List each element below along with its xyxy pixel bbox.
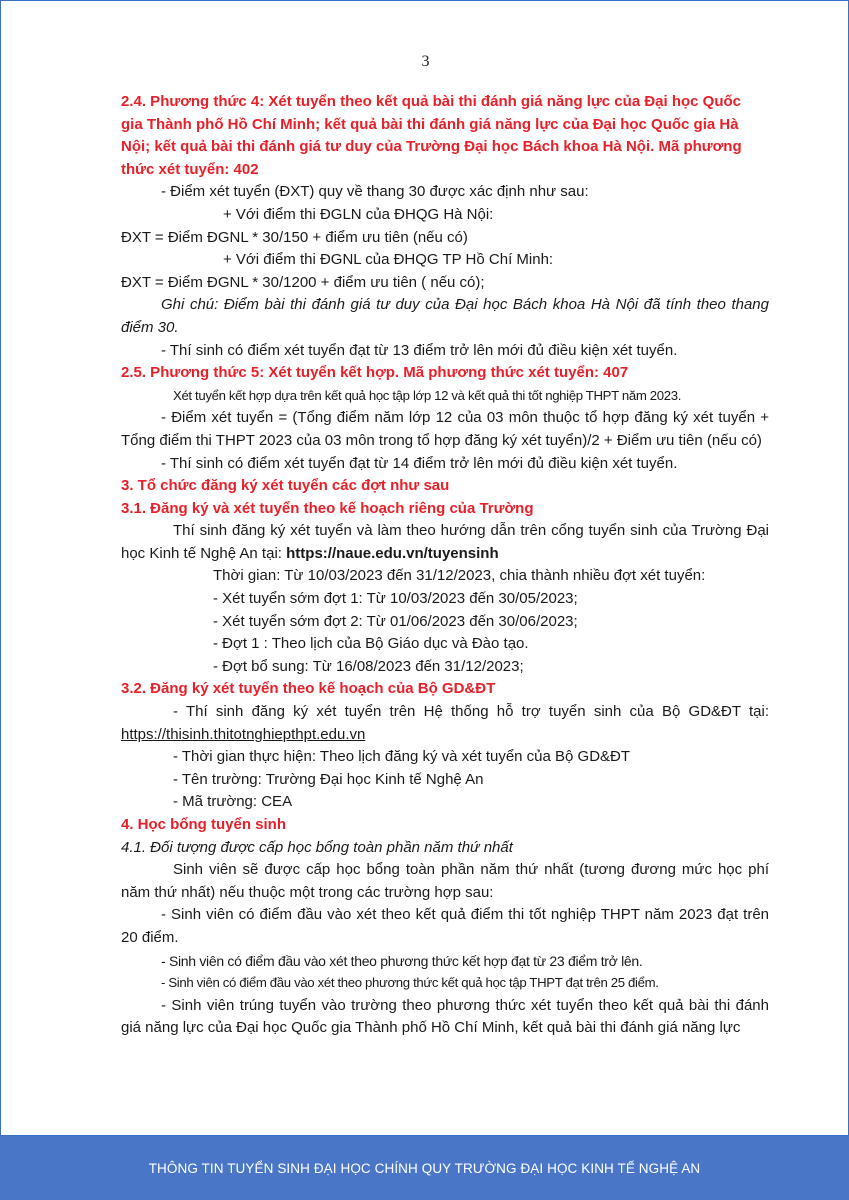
paragraph-text: gia Thành phố Hồ Chí Minh; kết quả bài thi đánh giá năng lực của Đại học Quốc gia Hà: [121, 115, 739, 133]
page-footer: [0, 1136, 849, 1200]
paragraph-text: - Sinh viên có điểm đầu vào xét theo phương thức kết hợp đạt từ 23 điểm trở lên.: [161, 952, 643, 969]
paragraph: [121, 340, 769, 363]
paragraph-text: - Điểm xét tuyển (ĐXT) quy về thang 30 được xác định như sau:: [161, 183, 589, 201]
paragraph-text: 3.1. Đăng ký và xét tuyển theo kế hoạch riêng của Trường: [121, 499, 534, 517]
paragraph: [121, 227, 769, 250]
paragraph: [121, 972, 769, 995]
paragraph: [121, 565, 769, 588]
paragraph-text: 2.5. Phương thức 5: Xét tuyển kết hợp. Mã phương thức xét tuyển: 407: [121, 364, 629, 382]
section-heading: [121, 114, 769, 137]
paragraph-text: - Điểm xét tuyển = (Tổng điểm năm lớp 12 của 03 môn thuộc tổ hợp đăng ký xét tuyển + Tổng điểm thi THPT 2023 của 03 môn trong tổ hợp đăng ký xét tuyển)/2 + Điểm ưu tiên (nếu có): [121, 409, 769, 449]
paragraph: [121, 294, 769, 339]
section-heading: [121, 814, 769, 837]
paragraph: [121, 904, 769, 949]
paragraph: [121, 769, 769, 792]
paragraph-text: - Xét tuyển sớm đợt 2: Từ 01/06/2023 đến 30/06/2023;: [213, 612, 578, 630]
admissions-portal-link[interactable]: https://naue.edu.vn/tuyensinh: [286, 544, 499, 562]
paragraph-text: - Sinh viên có điểm đầu vào xét theo phương thức kết quả học tập THPT đạt trên 25 điểm.: [161, 975, 659, 991]
paragraph: [121, 837, 769, 860]
paragraph: [121, 204, 769, 227]
section-heading: [121, 498, 769, 521]
paragraph: [121, 656, 769, 679]
page-number: 3: [421, 53, 430, 70]
paragraph: [121, 272, 769, 295]
section-heading: [121, 678, 769, 701]
paragraph: [121, 746, 769, 769]
paragraph: [121, 995, 769, 1040]
paragraph-text: ĐXT = Điểm ĐGNL * 30/1200 + điểm ưu tiên ( nếu có);: [121, 273, 485, 291]
paragraph: [121, 407, 769, 452]
paragraph-text: - Tên trường: Trường Đại học Kinh tế Nghệ An: [173, 770, 484, 788]
paragraph-text: - Đợt bổ sung: Từ 16/08/2023 đến 31/12/2023;: [213, 657, 524, 675]
document-body: [121, 91, 769, 1040]
paragraph: [121, 950, 769, 973]
section-heading: [121, 362, 769, 385]
paragraph: [121, 249, 769, 272]
paragraph-text: 2.4. Phương thức 4: Xét tuyển theo kết quả bài thi đánh giá năng lực của Đại học Quốc: [121, 93, 742, 110]
paragraph: [121, 859, 769, 904]
paragraph: [121, 791, 769, 814]
paragraph-text: + Với điểm thi ĐGLN của ĐHQG Hà Nội:: [223, 205, 494, 223]
paragraph: [121, 520, 769, 565]
paragraph-text: 4. Học bổng tuyển sinh: [121, 816, 287, 833]
paragraph-text: Thí sinh đăng ký xét tuyển và làm theo hướng dẫn trên cổng tuyển sinh của Trường Đại học Kinh tế Nghệ An tại:: [121, 522, 769, 562]
paragraph-text: - Xét tuyển sớm đợt 1: Từ 10/03/2023 đến 30/05/2023;: [213, 590, 578, 608]
paragraph: [121, 588, 769, 611]
paragraph: [121, 453, 769, 476]
paragraph-text: - Mã trường: CEA: [173, 793, 293, 811]
paragraph-text: - Sinh viên trúng tuyển vào trường theo phương thức xét tuyển theo kết quả bài thi đánh giá năng lực của Đại học Quốc gia Thành phố Hồ Chí Minh, kết quả bài thi đánh giá năng lực: [121, 996, 769, 1037]
paragraph-text: Thời gian: Từ 10/03/2023 đến 31/12/2023, chia thành nhiều đợt xét tuyển:: [213, 567, 706, 585]
paragraph-text: - Thí sinh đăng ký xét tuyển trên Hệ thống hỗ trợ tuyển sinh của Bộ GD&ĐT tại:: [173, 703, 769, 721]
footer-text: THÔNG TIN TUYỂN SINH ĐẠI HỌC CHÍNH QUY TRƯỜNG ĐẠI HỌC KINH TẾ NGHỆ AN: [148, 1160, 701, 1176]
paragraph-text: - Thí sinh có điểm xét tuyển đạt từ 14 điểm trở lên mới đủ điều kiện xét tuyển.: [161, 454, 678, 472]
paragraph-text: Xét tuyển kết hợp dựa trên kết quả học tập lớp 12 và kết quả thi tốt nghiệp THPT năm 2023.: [173, 387, 682, 403]
section-heading: [121, 91, 769, 114]
paragraph: [121, 701, 769, 746]
paragraph: [121, 385, 769, 408]
section-heading: [121, 475, 769, 498]
section-heading: [121, 159, 769, 182]
paragraph-text: Nội; kết quả bài thi đánh giá tư duy của Trường Đại học Bách khoa Hà Nội. Mã phương: [121, 138, 742, 156]
section-heading: [121, 136, 769, 159]
ministry-portal-link[interactable]: https://thisinh.thitotnghiepthpt.edu.vn: [121, 725, 366, 743]
paragraph-text: - Sinh viên có điểm đầu vào xét theo kết quả điểm thi tốt nghiệp THPT năm 2023 đạt trên 20 điểm.: [121, 906, 769, 946]
paragraph-text: ĐXT = Điểm ĐGNL * 30/150 + điểm ưu tiên (nếu có): [121, 228, 468, 246]
paragraph-text: - Đợt 1 : Theo lịch của Bộ Giáo dục và Đào tạo.: [213, 635, 529, 653]
paragraph-text: 4.1. Đối tượng được cấp học bổng toàn phần năm thứ nhất: [121, 838, 513, 856]
paragraph-text: Sinh viên sẽ được cấp học bổng toàn phần năm thứ nhất (tương đương mức học phí năm thứ nhất) nếu thuộc một trong các trường hợp sau:: [121, 861, 769, 901]
paragraph-text: 3. Tổ chức đăng ký xét tuyển các đợt như sau: [121, 477, 450, 495]
paragraph: [121, 181, 769, 204]
paragraph-text: thức xét tuyển: 402: [121, 160, 259, 178]
paragraph-text: 3.2. Đăng ký xét tuyển theo kế hoạch của Bộ GD&ĐT: [121, 680, 496, 698]
paragraph-text: + Với điểm thi ĐGNL của ĐHQG TP Hồ Chí Minh:: [223, 251, 554, 269]
paragraph: [121, 633, 769, 656]
paragraph-text: - Thí sinh có điểm xét tuyển đạt từ 13 điểm trở lên mới đủ điều kiện xét tuyển.: [161, 341, 678, 359]
paragraph: [121, 611, 769, 634]
paragraph-text: Ghi chú: Điểm bài thi đánh giá tư duy của Đại học Bách khoa Hà Nội đã tính theo thang điểm 30.: [121, 296, 769, 336]
paragraph-text: - Thời gian thực hiện: Theo lịch đăng ký và xét tuyển của Bộ GD&ĐT: [173, 748, 631, 766]
